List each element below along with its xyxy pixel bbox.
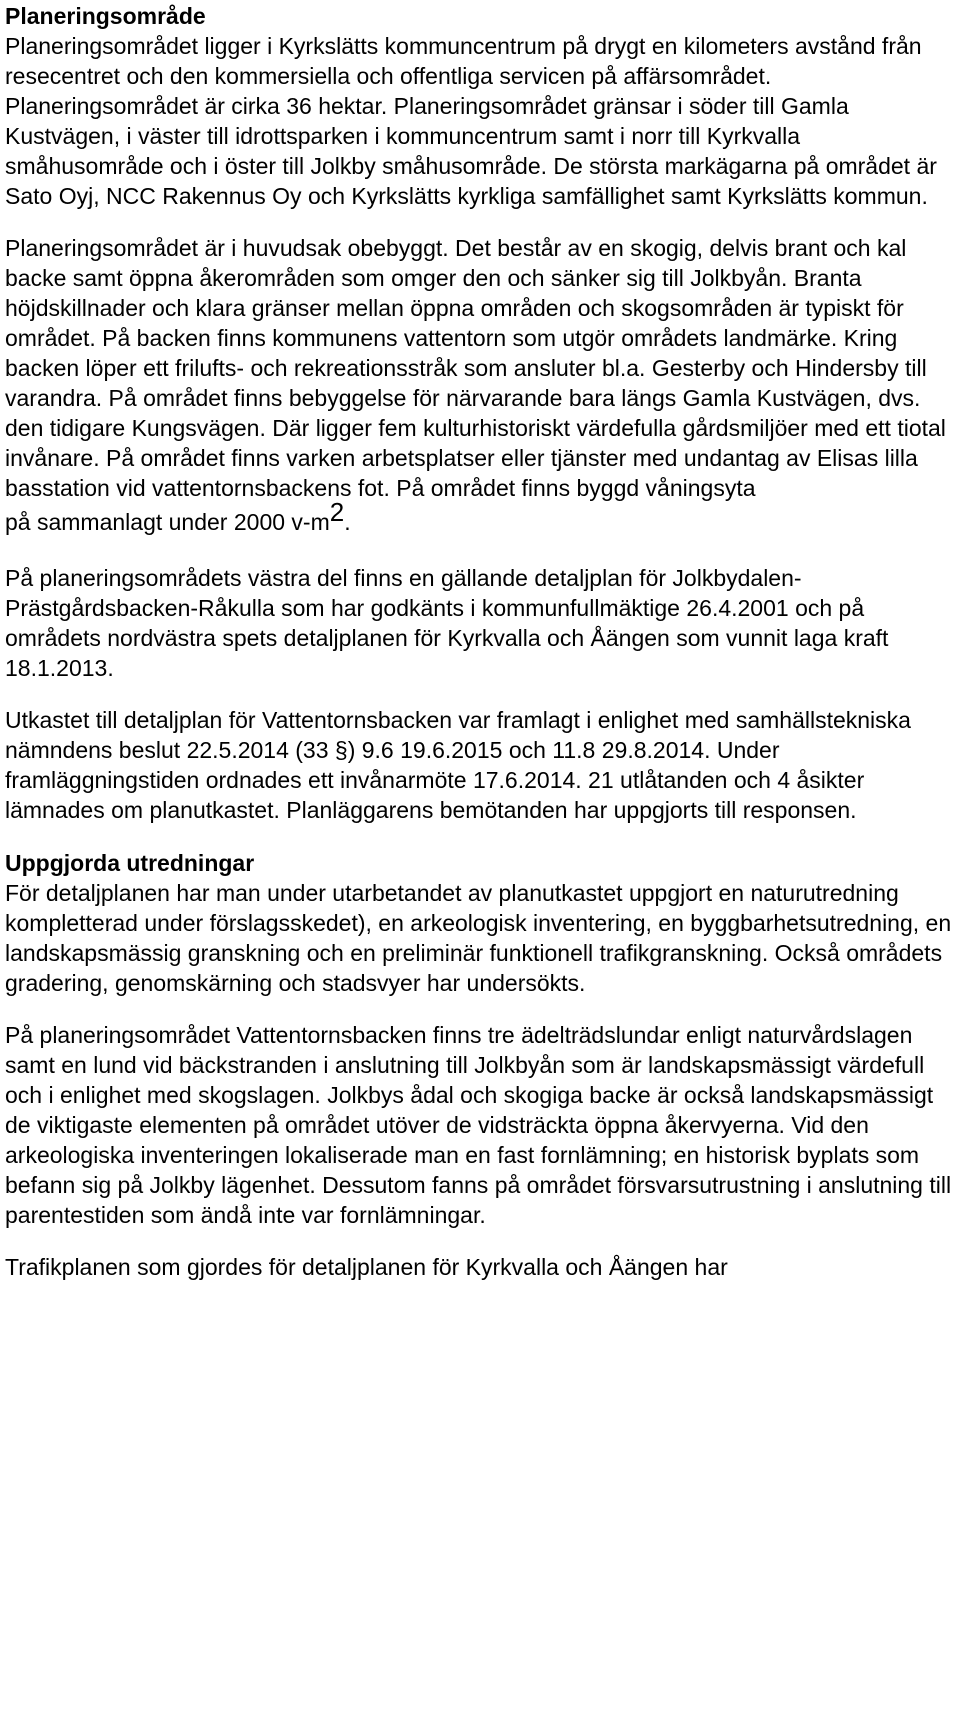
paragraph-intro: Planeringsområdet ligger i Kyrkslätts kommuncentrum på drygt en kilometers avstånd från resecentret och den kommersiella och offentliga servicen på affärsområdet. Planeringsområdet är cirka 36 hektar. Planeringsområdet gränsar i söder till Gamla Kustvägen, i väster till idrottsparken i kommuncentrum samt i norr till Kyrkvalla småhusområde och i öster till Jolkby småhusområde. De största markägarna på området är Sato Oyj, NCC Rakennus Oy och Kyrkslätts kyrkliga samfällighet samt Kyrkslätts kommun. [5,33,937,209]
paragraph-existing-plans: På planeringsområdets västra del finns en gällande detaljplan för Jolkbydalen-Prästgårdsbacken-Råkulla som har godkänts i kommunfullmäktige 26.4.2001 och på områdets nordvästra spets detaljplanen för Kyrkvalla och Åängen som vunnit laga kraft 18.1.2013. [5,565,889,681]
section-heading-uppgjorda-utredningar: Uppgjorda utredningar [5,850,255,876]
spacer [5,825,955,847]
section-heading-planeringsomrade: Planeringsområde [5,3,206,29]
paragraph-draft-plan: Utkastet till detaljplan för Vattentornsbacken var framlagt i enlighet med samhällstekniska nämndens beslut 22.5.2014 (33 §) 9.6 19.6.2015 och 11.8 29.8.2014. Under framläggningstiden ordnades ett invånarmöte 17.6.2014. 21 utlåtanden och 4 åsikter lämnades om planutkastet. Planläggarens bemötanden har uppgjorts till responsen. [5,707,911,823]
paragraph-traffic: Trafikplanen som gjordes för detaljplanen för Kyrkvalla och Åängen har [5,1254,728,1280]
spacer [5,1230,955,1252]
paragraph-studies: För detaljplanen har man under utarbetandet av planutkastet uppgjort en naturutredning kompletterad under förslagsskedet), en arkeologisk inventering, en byggbarhetsutredning, en landskapsmässig granskning och en preliminär funktionell trafikgranskning. Också områdets gradering, genomskärning och stadsvyer har undersökts. [5,880,952,996]
document-page [5,0,955,1282]
floor-area-period: . [344,509,351,535]
spacer [5,211,955,233]
floor-area-text: på sammanlagt under 2000 v-m [5,509,330,535]
paragraph-description-text: Planeringsområdet är i huvudsak obebyggt. Det består av en skogig, delvis brant och kal backe samt öppna åkerområden som omger den och sänker sig till Jolkbyån. Branta höjdskillnader och klara gränser mellan öppna områden och skogsområden är typiskt för området. På backen finns kommunens vattentorn som utgör områdets landmärke. Kring backen löper ett frilufts- och rekreationsstråk som ansluter bl.a. Gesterby och Hindersby till varandra. På området finns bebyggelse för närvarande bara längs Gamla Kustvägen, dvs. den tidigare Kungsvägen. Där ligger fem kulturhistoriskt värdefulla gårdsmiljöer med ett tiotal invånare. På området finns varken arbetsplatser eller tjänster med undantag av Elisas lilla basstation vid vattentornsbackens fot. På området finns byggd våningsyta [5,235,946,501]
paragraph-description [5,233,955,541]
superscript-two: 2 [329,497,345,527]
spacer [5,683,955,705]
paragraph-nature: På planeringsområdet Vattentornsbacken finns tre ädelträdslundar enligt naturvårdslagen samt en lund vid bäckstranden i anslutning till Jolkbyån som är landskapsmässigt värdefull och i enlighet med skogslagen. Jolkbys ådal och skogiga backe är också landskapsmässigt de viktigaste elementen på området utöver de vidsträckta öppna åkervyerna. Vid den arkeologiska inventeringen lokaliserade man en fast fornlämning; en historisk byplats som befann sig på Jolkby lägenhet. Dessutom fanns på området försvarsutrustning i anslutning till parentestiden som ändå inte var fornlämningar. [5,1022,952,1228]
floor-area-line [5,497,955,541]
spacer [5,541,955,563]
spacer [5,998,955,1020]
